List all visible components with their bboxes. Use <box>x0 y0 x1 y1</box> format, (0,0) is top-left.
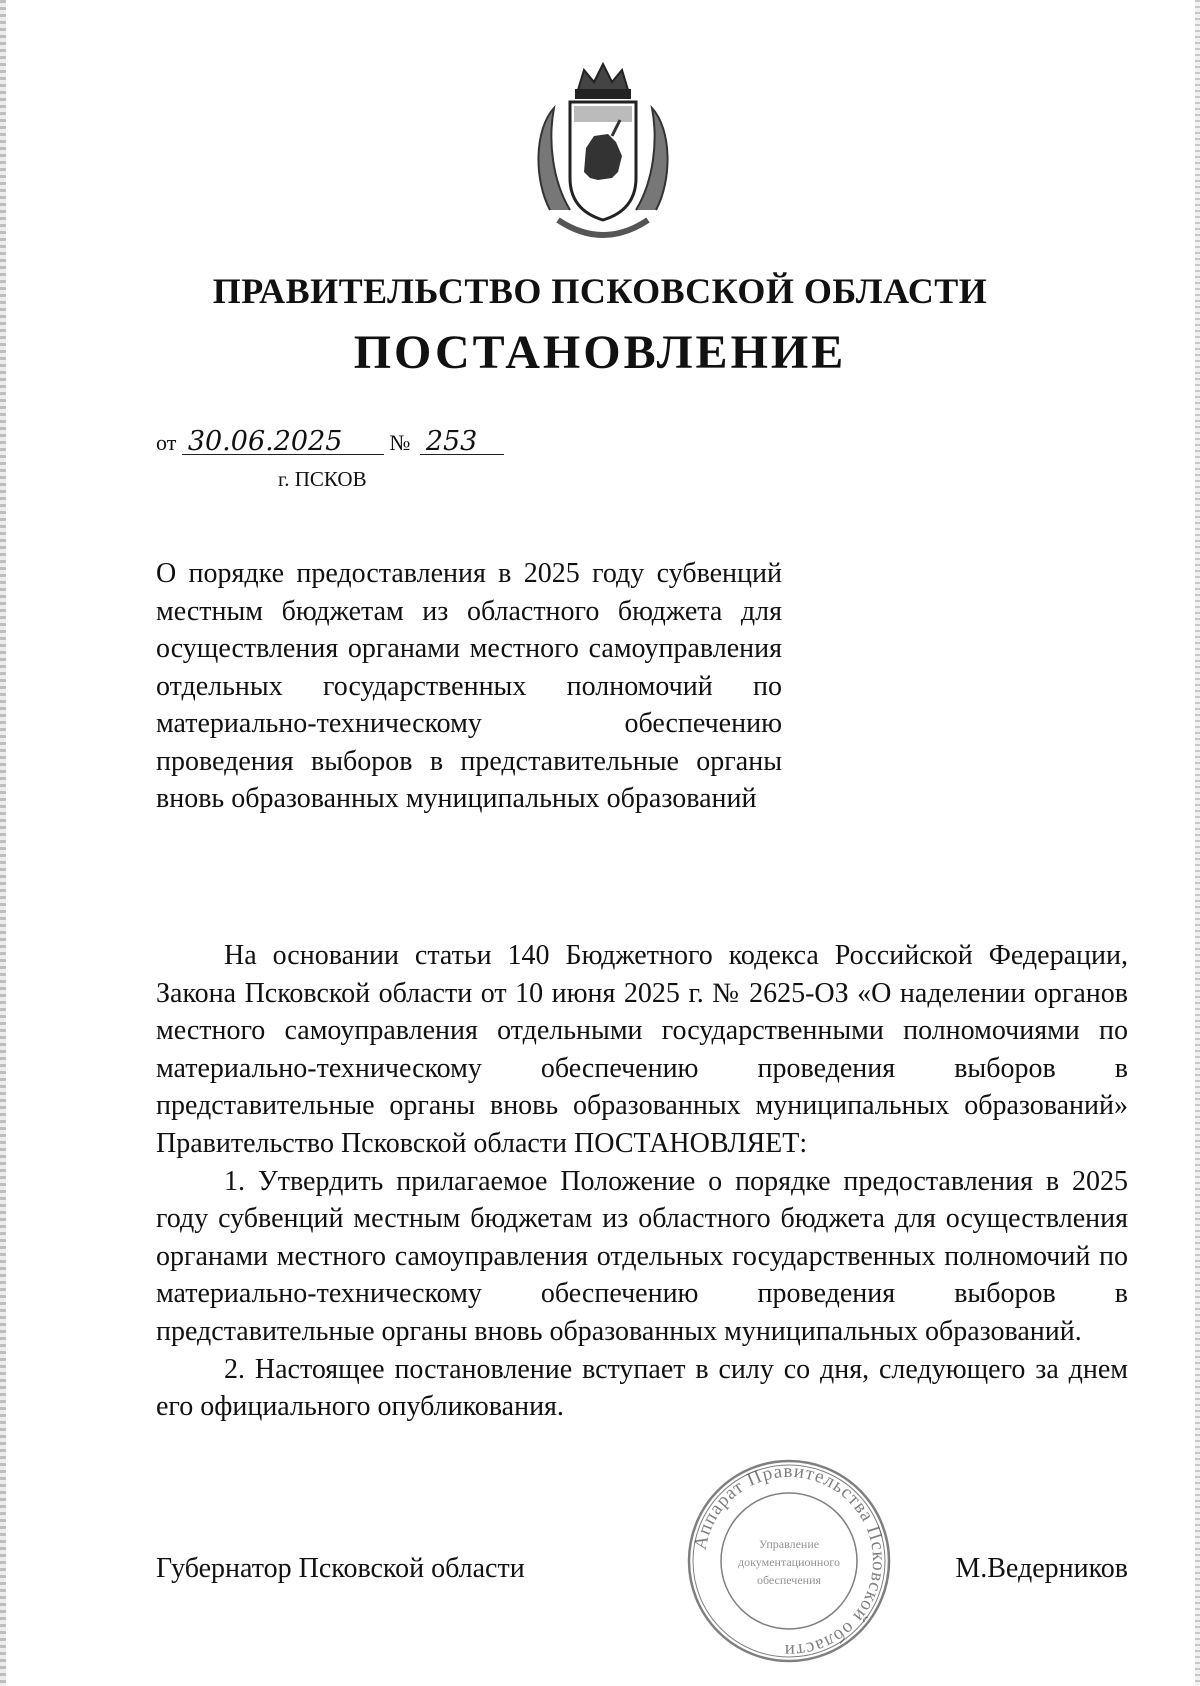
document-subject: О порядке предоставления в 2025 году субвенций местным бюджетам из областного бюджета для осуществления органами местного самоуправления отдельных государственных полномочий по материально-техническому обеспечению проведения выборов в представительные органы вновь образованных муниципальных образований <box>156 558 782 814</box>
item-2-paragraph: 2. Настоящее постановление вступает в силу со дня, следующего за днем его официального опубликования. <box>156 1353 1128 1423</box>
seal-inner-line-2: документационного <box>738 1555 840 1569</box>
scan-edge-left <box>0 0 6 1686</box>
scan-edge-right <box>1195 0 1200 1686</box>
coat-of-arms-icon <box>528 60 678 244</box>
signatory-title: Губернатор Псковской области <box>156 1553 525 1584</box>
seal-inner-line-3: обеспечения <box>756 1573 822 1587</box>
date-prefix: от <box>156 430 177 455</box>
preamble-paragraph: На основании статьи 140 Бюджетного кодекса Российской Федерации, Закона Псковской области от 10 июня 2025 г. № 2625-ОЗ «О наделении органов местного самоуправления отдельными государственными полномочиями по материально-техническому обеспечению проведения выборов в представительные органы вновь образованных муниципальных образований» Правительство Псковской области ПОСТАНОВЛЯЕТ: <box>156 940 1128 1159</box>
city: г. ПСКОВ <box>278 467 367 491</box>
seal-inner-line-1: Управление <box>758 1537 820 1551</box>
document-date: 30.06.2025 <box>182 430 384 455</box>
seal-outer-text: Аппарат Правительства Псковской области <box>689 1460 890 1662</box>
date-number-line <box>156 426 504 457</box>
item-1-paragraph: 1. Утвердить прилагаемое Положение о порядке предоставления в 2025 году субвенций местным бюджетам из областного бюджета для осуществления органами местного самоуправления отдельных государственных полномочий по материально-техническому обеспечению проведения выборов в представительные органы вновь образованных муниципальных образований. <box>156 1165 1128 1347</box>
number-prefix: № <box>389 430 411 455</box>
government-name: ПРАВИТЕЛЬСТВО ПСКОВСКОЙ ОБЛАСТИ <box>212 271 988 311</box>
document-body <box>156 937 1128 1426</box>
document-type: ПОСТАНОВЛЕНИЕ <box>353 326 847 379</box>
document-number: 253 <box>420 430 504 455</box>
official-seal-stamp <box>684 1456 894 1666</box>
signatory-name: М.Ведерников <box>955 1553 1128 1584</box>
